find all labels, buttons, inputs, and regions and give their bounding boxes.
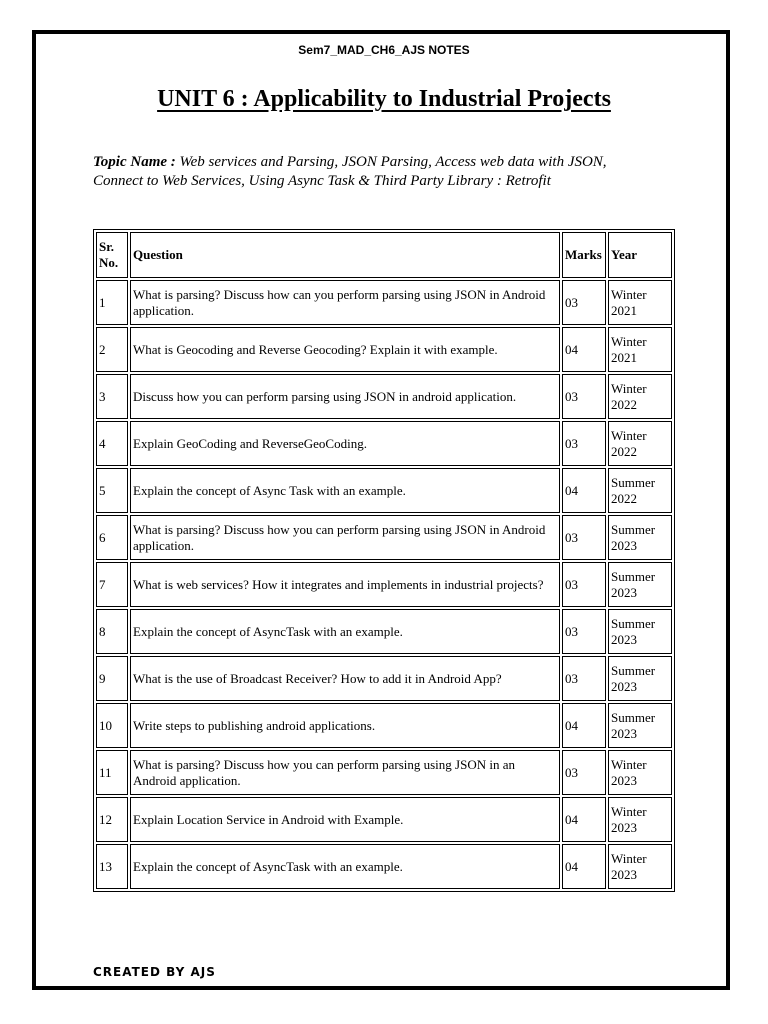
cell-marks: 03 <box>562 421 606 466</box>
cell-sr-no: 1 <box>96 280 128 325</box>
table-row <box>96 421 672 466</box>
cell-question: What is Geocoding and Reverse Geocoding? Explain it with example. <box>130 327 560 372</box>
header-question: Question <box>130 232 560 278</box>
cell-year: Winter 2023 <box>608 797 672 842</box>
cell-sr-no: 12 <box>96 797 128 842</box>
footer-credit: CREATED BY AJS <box>93 965 216 979</box>
cell-marks: 03 <box>562 656 606 701</box>
cell-year: Summer 2023 <box>608 562 672 607</box>
page-title <box>0 86 768 113</box>
table-row <box>96 468 672 513</box>
table-row <box>96 844 672 889</box>
questions-table <box>93 229 675 892</box>
cell-marks: 03 <box>562 609 606 654</box>
table-row <box>96 703 672 748</box>
cell-question: Explain the concept of Async Task with an example. <box>130 468 560 513</box>
cell-year: Summer 2023 <box>608 515 672 560</box>
cell-marks: 04 <box>562 844 606 889</box>
cell-marks: 04 <box>562 797 606 842</box>
topic-line <box>93 153 653 191</box>
cell-year: Summer 2023 <box>608 703 672 748</box>
cell-year: Winter 2021 <box>608 327 672 372</box>
cell-question: Discuss how you can perform parsing using JSON in android application. <box>130 374 560 419</box>
header-sr-no: Sr. No. <box>96 232 128 278</box>
table-row <box>96 797 672 842</box>
cell-sr-no: 9 <box>96 656 128 701</box>
table-row <box>96 750 672 795</box>
cell-question: Explain the concept of AsyncTask with an example. <box>130 844 560 889</box>
cell-sr-no: 5 <box>96 468 128 513</box>
cell-sr-no: 10 <box>96 703 128 748</box>
cell-question: Write steps to publishing android applications. <box>130 703 560 748</box>
questions-table-body <box>96 280 672 889</box>
table-row <box>96 280 672 325</box>
table-header-row <box>96 232 672 278</box>
topic-text: Web services and Parsing, JSON Parsing, Access web data with JSON, Connect to Web Services, Using Async Task & Third Party Library : Retrofit <box>93 154 607 189</box>
cell-year: Winter 2023 <box>608 844 672 889</box>
cell-question: What is the use of Broadcast Receiver? How to add it in Android App? <box>130 656 560 701</box>
cell-marks: 04 <box>562 468 606 513</box>
cell-question: Explain GeoCoding and ReverseGeoCoding. <box>130 421 560 466</box>
cell-sr-no: 2 <box>96 327 128 372</box>
cell-year: Winter 2022 <box>608 421 672 466</box>
table-row <box>96 562 672 607</box>
cell-marks: 03 <box>562 562 606 607</box>
document-header-note: Sem7_MAD_CH6_AJS NOTES <box>298 43 470 57</box>
cell-year: Summer 2023 <box>608 656 672 701</box>
header-year: Year <box>608 232 672 278</box>
cell-year: Winter 2021 <box>608 280 672 325</box>
cell-year: Winter 2023 <box>608 750 672 795</box>
cell-question: What is parsing? Discuss how can you perform parsing using JSON in Android application. <box>130 280 560 325</box>
table-row <box>96 374 672 419</box>
cell-sr-no: 3 <box>96 374 128 419</box>
cell-sr-no: 4 <box>96 421 128 466</box>
cell-marks: 04 <box>562 327 606 372</box>
cell-question: What is parsing? Discuss how you can perform parsing using JSON in an Android application. <box>130 750 560 795</box>
cell-year: Winter 2022 <box>608 374 672 419</box>
cell-question: Explain the concept of AsyncTask with an example. <box>130 609 560 654</box>
topic-label: Topic Name : <box>93 154 176 170</box>
table-row <box>96 515 672 560</box>
page-title-text: UNIT 6 : Applicability to Industrial Projects <box>157 86 611 112</box>
cell-sr-no: 11 <box>96 750 128 795</box>
cell-question: What is web services? How it integrates and implements in industrial projects? <box>130 562 560 607</box>
table-row <box>96 609 672 654</box>
cell-year: Summer 2022 <box>608 468 672 513</box>
cell-year: Summer 2023 <box>608 609 672 654</box>
table-row <box>96 327 672 372</box>
table-row <box>96 656 672 701</box>
cell-sr-no: 8 <box>96 609 128 654</box>
cell-marks: 03 <box>562 374 606 419</box>
cell-sr-no: 13 <box>96 844 128 889</box>
cell-marks: 03 <box>562 750 606 795</box>
cell-marks: 04 <box>562 703 606 748</box>
cell-sr-no: 7 <box>96 562 128 607</box>
cell-marks: 03 <box>562 280 606 325</box>
header-marks: Marks <box>562 232 606 278</box>
cell-sr-no: 6 <box>96 515 128 560</box>
cell-question: What is parsing? Discuss how you can perform parsing using JSON in Android application. <box>130 515 560 560</box>
cell-question: Explain Location Service in Android with Example. <box>130 797 560 842</box>
cell-marks: 03 <box>562 515 606 560</box>
